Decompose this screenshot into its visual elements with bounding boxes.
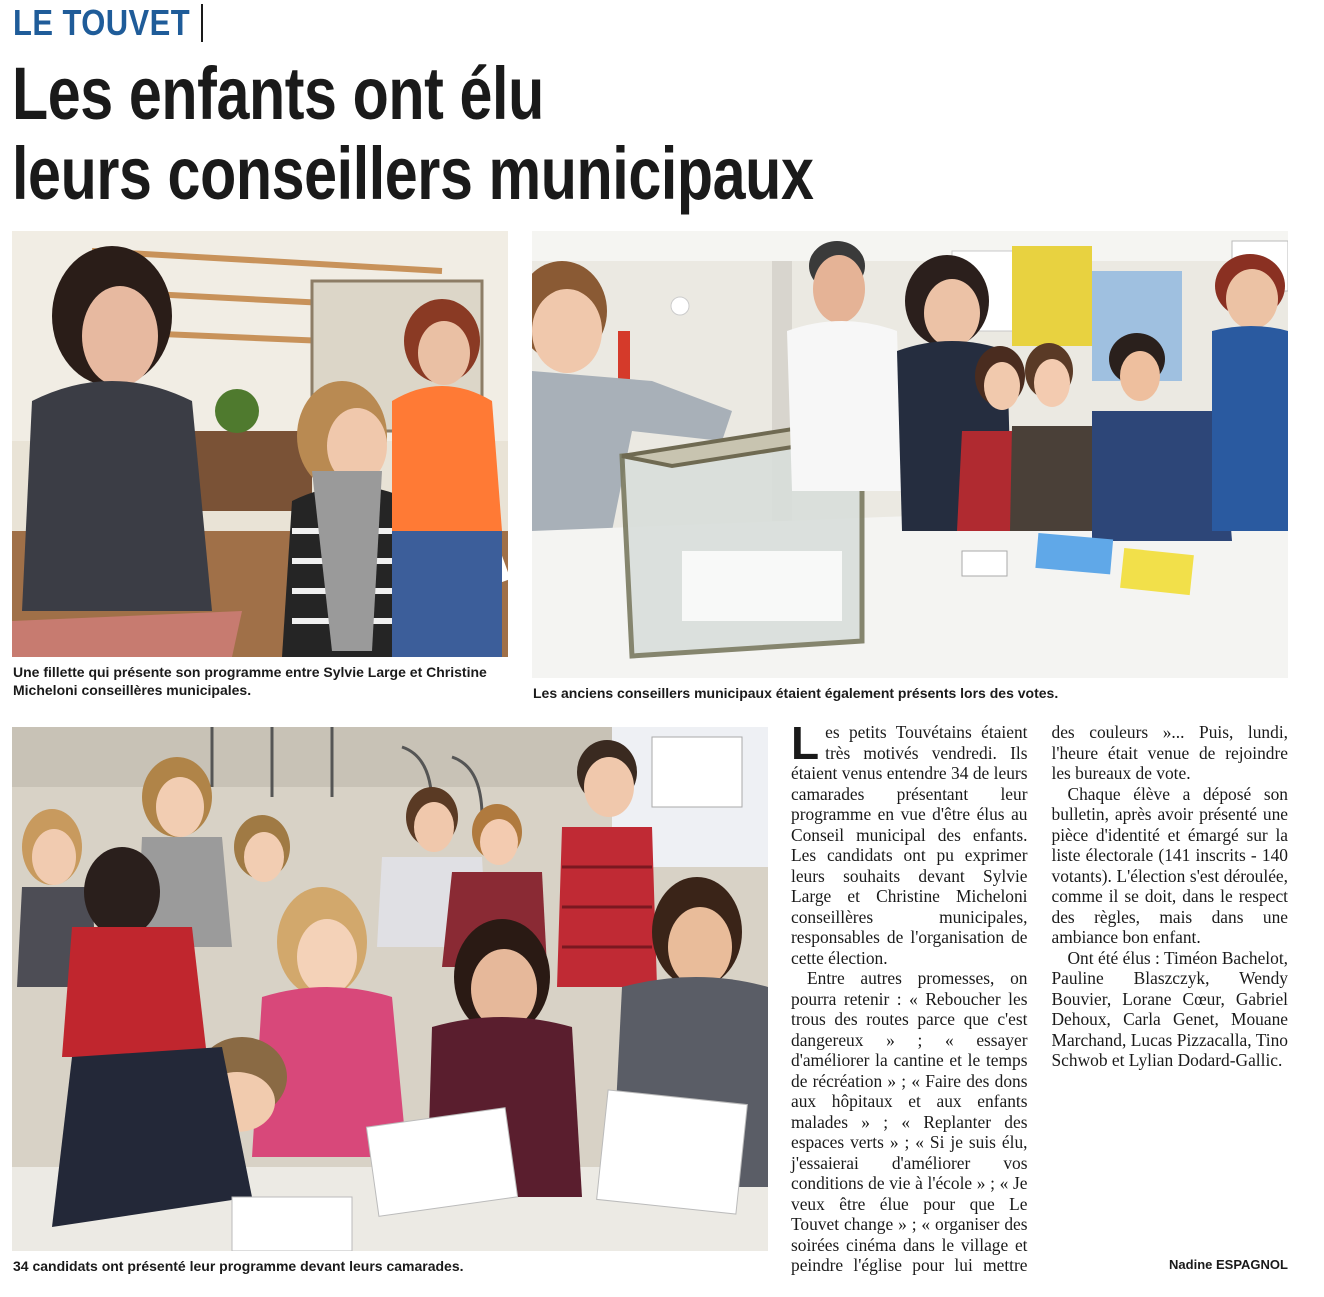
article-paragraph: Chaque élève a déposé son bulletin, après avoir présenté une pièce d'identité et émargé sur la liste électorale (141 inscrits - 140 votants). L'élection s'est déroulée, comme il se doit, dans le respect des règles, mais dans une ambiance bon enfant. — [1051, 783, 1288, 947]
rubric-divider — [201, 4, 203, 42]
article-paragraph: Ont été élus : Timéon Bachelot, Pauline Blaszczyk, Wendy Bouvier, Lorane Cœur, Gabriel Dehoux, Carla Genet, Mouane Marchand, Lucas Pizzacalla, Tino Schwob et Lylian Dodard-Gallic. — [1051, 947, 1288, 1070]
drop-cap: L — [791, 717, 820, 769]
section-rubric: LE TOUVET — [13, 2, 191, 43]
headline — [12, 54, 1044, 214]
photo-1-caption: Une fillette qui présente son programme entre Sylvie Large et Christine Micheloni conseillères municipales. — [13, 664, 487, 698]
photo-2-caption: Les anciens conseillers municipaux étaient également présents lors des votes. — [533, 685, 1059, 701]
article-paragraph: Entre autres promesses, on pourra retenir : « Reboucher les trous des routes parce que c'est dangereux » ; « essayer d'améliorer la cantine et le temps de récréation » ; « Faire des dons aux hôpitaux et aux enfants malades » ; « Replanter des espaces verts » ; « Si je suis élu, j'essaierai d'améliorer vos conditions de vie à l'école » ; « Je veux être élue pour que Le Touvet change » ; « organiser des soirées cinéma dans le village et peindre l'église pour lui mettre des couleurs »... Puis, lundi, l'heure était venue de rejoindre les bureaux de vote. — [791, 722, 1288, 1275]
article-paragraph — [791, 717, 1028, 968]
headline-line-1: Les enfants ont élu — [12, 52, 544, 135]
photo-ballot-box — [532, 231, 1288, 678]
headline-line-2: leurs conseillers municipaux — [12, 132, 814, 215]
article-paragraph-1-text: es petits Touvétains étaient très motivés vendredi. Ils étaient venus entendre 34 de leurs camarades présentant leur programme en vue d'être élus au Conseil municipal des enfants. Les candidats ont pu exprimer leurs souhaits devant Sylvie Large et Christine Micheloni conseillères municipales, responsables de l'organisation de cette élection. — [791, 722, 1028, 968]
photo-candidates — [12, 727, 768, 1251]
photo-3-caption: 34 candidats ont présenté leur programme devant leurs camarades. — [13, 1258, 464, 1274]
article-body — [791, 717, 1288, 1277]
author-signature: Nadine ESPAGNOL — [1169, 1257, 1288, 1272]
photo-girl-presenting — [12, 231, 508, 657]
